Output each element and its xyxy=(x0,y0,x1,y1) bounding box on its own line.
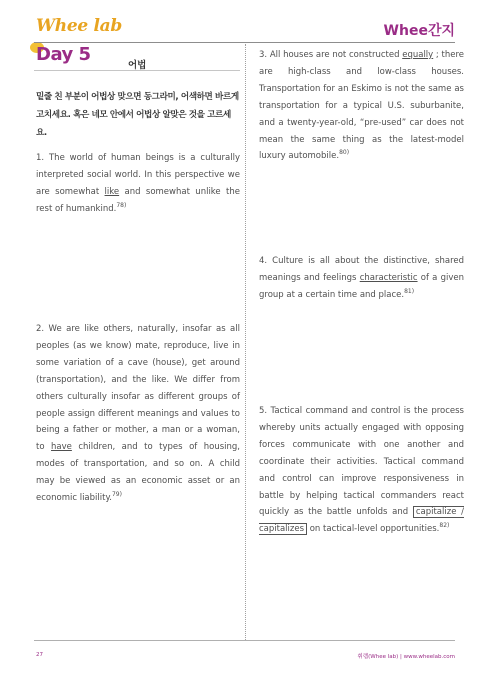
footer-brand: 휘랩(Whee lab) | www.wheelab.com xyxy=(357,654,455,660)
question-5 xyxy=(259,403,464,538)
question-3-target[interactable]: equally xyxy=(402,50,434,60)
question-5-ref: 82) xyxy=(439,522,450,530)
header-rule xyxy=(34,42,455,43)
question-1-ref: 78) xyxy=(116,201,127,209)
whee-lab-logo: Whee lab xyxy=(36,16,122,36)
question-3-pre: 3. All houses are not constructed xyxy=(259,50,403,60)
question-1-post: and somewhat unlike the rest of humankind. xyxy=(36,186,240,214)
question-5-choice-a[interactable]: capitalize xyxy=(415,507,457,518)
instruction-text: 밑줄 친 부분이 어법상 맞으면 동그라미, 어색하면 바르게 고치세요. 혹은 네모 안에서 어법상 알맞은 것을 고르세요. xyxy=(36,92,239,138)
question-2-target[interactable]: have xyxy=(51,442,72,453)
question-3-ref: 80) xyxy=(339,149,350,157)
day-label: Day 5 xyxy=(36,44,91,65)
question-4-pre: 4. Culture is all about the distinctive, shared meanings and feelings xyxy=(259,256,464,283)
footer-rule xyxy=(34,640,455,641)
question-5-post: on tactical-level opportunities. xyxy=(307,524,440,535)
question-2-ref: 79) xyxy=(111,491,122,499)
question-4 xyxy=(259,253,464,304)
question-2 xyxy=(36,321,240,507)
column-divider xyxy=(245,44,246,640)
question-1-pre: 1. The world of human beings is a culturally interpreted social world. In this perspective we are somewhat xyxy=(36,153,240,197)
day-topic: 어법 xyxy=(128,60,147,71)
question-5-pre: 5. Tactical command and control is the process whereby units actually engaged with opposing forces communicate with one another and coordinate their activities. Tactical command and control can improve responsiveness in battle by helping tactical commanders react quickly as the battle unfolds and xyxy=(259,406,464,518)
day-rule xyxy=(34,70,240,71)
question-5-choice-b[interactable]: capitalizes xyxy=(259,524,305,535)
question-1-target[interactable]: like xyxy=(104,186,120,197)
question-3-post: ; there are high-class and low-class houses. Transportation for an Eskimo is not the same as transportation for a typical U.S. suburbanite, and a twenty-year-old, “pre-used” car does not mean the same thing as the latest-model luxury automobile. xyxy=(259,50,464,162)
day-badge xyxy=(36,44,91,65)
question-1 xyxy=(36,150,240,218)
question-2-pre: 2. We are like others, naturally, insofar as all peoples (as we know) mate, reproduce, live in some variation of a cave (house), get around (transportation), and the like. We differ from others culturally insofar as different groups of people assign different meanings and values to being a father or mother, a man or a woman, to xyxy=(36,324,240,453)
question-2-post: children, and to types of housing, modes of transportation, and so on. A child may be viewed as an economic asset or an economic liability. xyxy=(36,442,240,504)
question-5-choice-sep: / xyxy=(456,507,464,518)
question-4-ref: 81) xyxy=(404,287,415,295)
question-4-target[interactable]: characteristic xyxy=(359,272,418,283)
question-4-post: of a given group at a certain time and place. xyxy=(259,272,464,300)
question-3 xyxy=(259,47,464,165)
page-number: 27 xyxy=(36,652,43,658)
whee-ganji-logo: Whee간지 xyxy=(383,23,455,39)
